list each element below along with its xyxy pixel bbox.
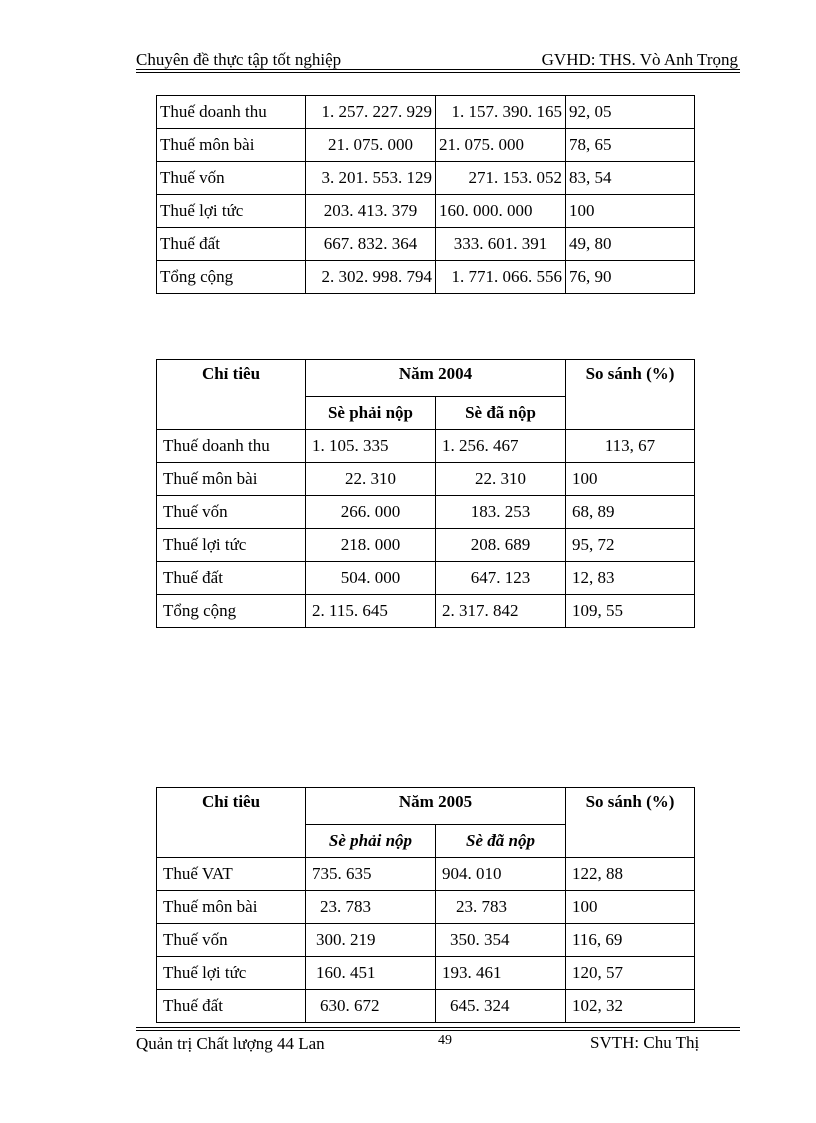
row-label: Thuế doanh thu [157, 96, 306, 129]
header-compare: So sánh (%) [566, 360, 695, 430]
table-header-row [157, 360, 695, 397]
cell-paid: 271. 153. 052 [436, 162, 566, 195]
cell-compare: 76, 90 [566, 261, 695, 294]
table-row [157, 990, 695, 1023]
row-label: Tổng cộng [157, 595, 306, 628]
cell-payable: 504. 000 [306, 562, 436, 595]
cell-payable: 2. 302. 998. 794 [306, 261, 436, 294]
cell-compare: 100 [566, 195, 695, 228]
table-row [157, 463, 695, 496]
cell-paid: 22. 310 [436, 463, 566, 496]
cell-compare: 12, 83 [566, 562, 695, 595]
row-label: Thuế lợi tức [157, 195, 306, 228]
row-label: Thuế đất [157, 228, 306, 261]
cell-payable: 735. 635 [306, 858, 436, 891]
cell-paid: 23. 783 [436, 891, 566, 924]
table-row [157, 562, 695, 595]
cell-paid: 1. 157. 390. 165 [436, 96, 566, 129]
tax-table-continued [156, 95, 695, 294]
subheader-paid: Sè đã nộp [436, 397, 566, 430]
cell-compare: 49, 80 [566, 228, 695, 261]
cell-payable: 3. 201. 553. 129 [306, 162, 436, 195]
cell-paid: 2. 317. 842 [436, 595, 566, 628]
tax-table-2004 [156, 359, 695, 628]
cell-paid: 645. 324 [436, 990, 566, 1023]
cell-paid: 193. 461 [436, 957, 566, 990]
table-row [157, 529, 695, 562]
subheader-payable: Sè phải nộp [306, 825, 436, 858]
cell-paid: 183. 253 [436, 496, 566, 529]
row-label: Thuế vốn [157, 496, 306, 529]
cell-compare: 116, 69 [566, 924, 695, 957]
header-indicator: Chỉ tiêu [157, 360, 306, 430]
cell-compare: 95, 72 [566, 529, 695, 562]
tax-table-2005 [156, 787, 695, 1023]
cell-paid: 1. 771. 066. 556 [436, 261, 566, 294]
cell-compare: 83, 54 [566, 162, 695, 195]
header-compare: So sánh (%) [566, 788, 695, 858]
header-year: Năm 2004 [306, 360, 566, 397]
page-number: 49 [438, 1033, 452, 1048]
table-row [157, 261, 695, 294]
cell-compare: 120, 57 [566, 957, 695, 990]
cell-compare: 113, 67 [566, 430, 695, 463]
cell-payable: 1. 257. 227. 929 [306, 96, 436, 129]
subheader-payable: Sè phải nộp [306, 397, 436, 430]
header-indicator: Chỉ tiêu [157, 788, 306, 858]
cell-compare: 109, 55 [566, 595, 695, 628]
row-label: Thuế vốn [157, 162, 306, 195]
cell-paid: 1. 256. 467 [436, 430, 566, 463]
cell-payable: 23. 783 [306, 891, 436, 924]
cell-payable: 1. 105. 335 [306, 430, 436, 463]
header-right-text: GVHD: THS. Vò Anh Trọng [541, 50, 738, 69]
cell-payable: 22. 310 [306, 463, 436, 496]
cell-compare: 102, 32 [566, 990, 695, 1023]
cell-compare: 100 [566, 891, 695, 924]
header-year: Năm 2005 [306, 788, 566, 825]
cell-paid: 21. 075. 000 [436, 129, 566, 162]
cell-payable: 218. 000 [306, 529, 436, 562]
cell-payable: 2. 115. 645 [306, 595, 436, 628]
table-row [157, 858, 695, 891]
row-label: Thuế đất [157, 562, 306, 595]
cell-payable: 300. 219 [306, 924, 436, 957]
table-header-row [157, 788, 695, 825]
page-header [136, 48, 740, 70]
footer-rule [136, 1027, 740, 1028]
table-row [157, 162, 695, 195]
table-row [157, 195, 695, 228]
cell-compare: 122, 88 [566, 858, 695, 891]
cell-payable: 203. 413. 379 [306, 195, 436, 228]
footer-right-text: SVTH: Chu Thị [590, 1033, 700, 1052]
cell-compare: 100 [566, 463, 695, 496]
footer-left-text: Quản trị Chất lượng 44 Lan [136, 1034, 325, 1053]
cell-payable: 266. 000 [306, 496, 436, 529]
row-label: Thuế vốn [157, 924, 306, 957]
cell-payable: 667. 832. 364 [306, 228, 436, 261]
row-label: Thuế lợi tức [157, 529, 306, 562]
table-row [157, 430, 695, 463]
cell-paid: 904. 010 [436, 858, 566, 891]
table-row [157, 129, 695, 162]
table-row [157, 496, 695, 529]
table-row [157, 924, 695, 957]
cell-paid: 647. 123 [436, 562, 566, 595]
cell-compare: 92, 05 [566, 96, 695, 129]
row-label: Thuế doanh thu [157, 430, 306, 463]
cell-paid: 333. 601. 391 [436, 228, 566, 261]
subheader-paid: Sè đã nộp [436, 825, 566, 858]
header-left-text: Chuyên đề thực tập tốt nghiệp [136, 50, 342, 69]
table-row [157, 957, 695, 990]
row-label: Thuế lợi tức [157, 957, 306, 990]
table-row [157, 96, 695, 129]
table-row [157, 595, 695, 628]
row-label: Thuế môn bài [157, 463, 306, 496]
cell-compare: 78, 65 [566, 129, 695, 162]
cell-compare: 68, 89 [566, 496, 695, 529]
row-label: Tổng cộng [157, 261, 306, 294]
row-label: Thuế đất [157, 990, 306, 1023]
row-label: Thuế môn bài [157, 891, 306, 924]
cell-paid: 160. 000. 000 [436, 195, 566, 228]
header-rule [136, 69, 740, 70]
cell-paid: 350. 354 [436, 924, 566, 957]
cell-payable: 160. 451 [306, 957, 436, 990]
row-label: Thuế môn bài [157, 129, 306, 162]
table-row [157, 228, 695, 261]
footer-rule-double [136, 1030, 740, 1031]
table-row [157, 891, 695, 924]
cell-payable: 630. 672 [306, 990, 436, 1023]
header-rule-double [136, 72, 740, 73]
row-label: Thuế VAT [157, 858, 306, 891]
cell-paid: 208. 689 [436, 529, 566, 562]
cell-payable: 21. 075. 000 [306, 129, 436, 162]
